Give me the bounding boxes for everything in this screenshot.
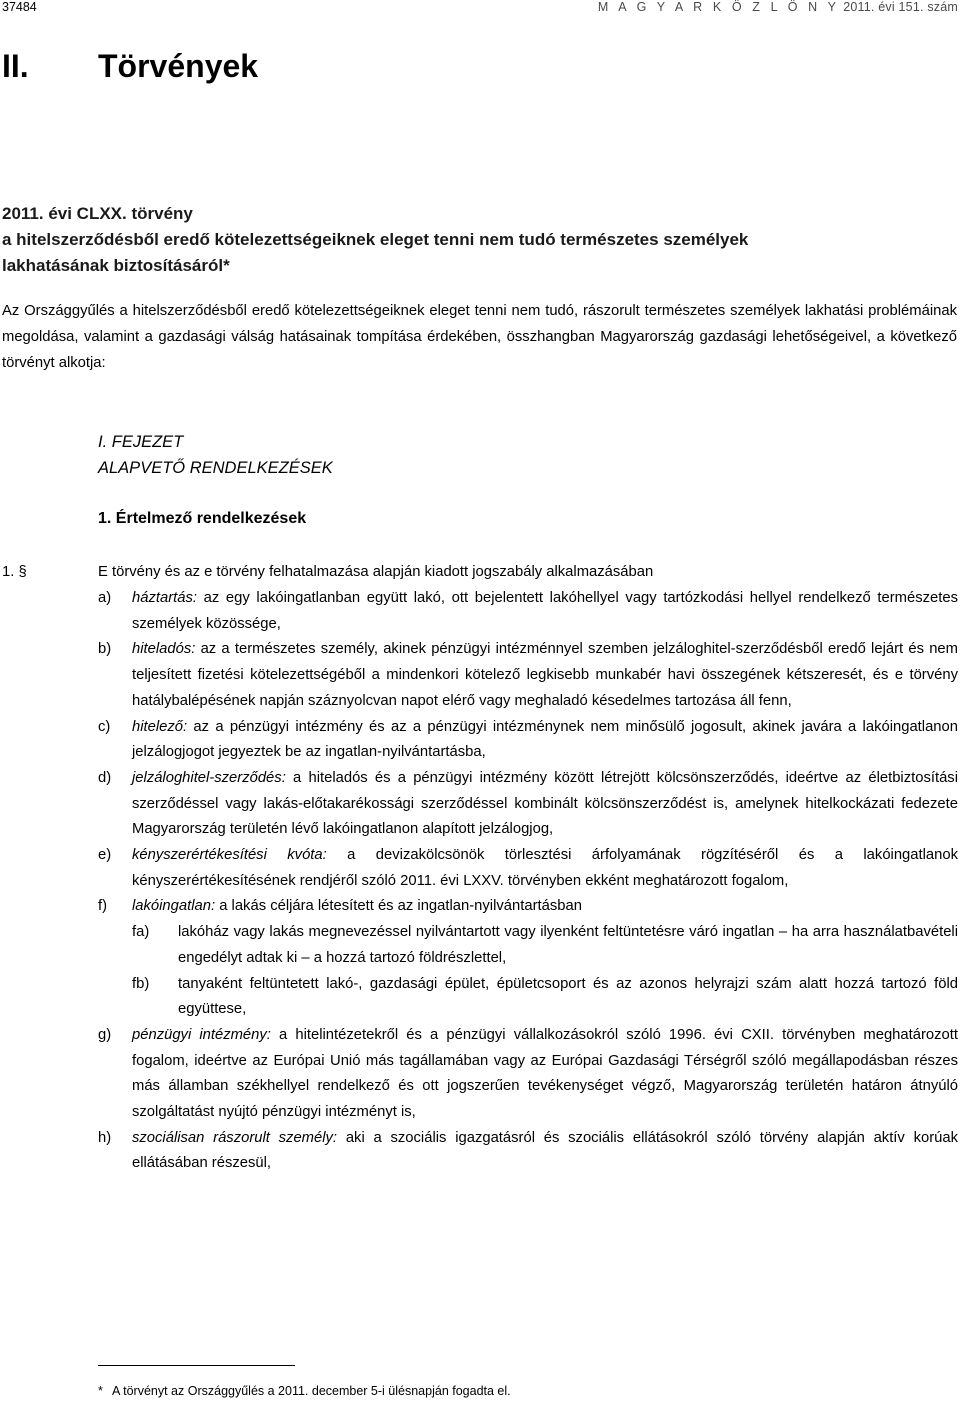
definition-label: a) [98,590,112,606]
definition-text: aki a szociális igazgatásról és szociális ellátásokról szóló törvény alapján aktív korúak ellátásában részesül, [132,1129,959,1172]
definition-text: az a természetes személy, akinek pénzügyi intézménnyel szemben jelzáloghitel-szerződésből eredő lejárt és nem teljesített fizetési kötelezettségéből a mindenkori kötelező legkisebb munkabér havi összegének kétszeresét, és e törvény hatálybalépésének napján száznyolcvan napot elérő vagy meghaladó késedelmes tartozása áll fenn, [132,641,958,709]
definition-text: a lakás céljára létesített és az ingatlan-nyilvántartásban [215,898,582,915]
law-title-subject-end: lakhatásának biztosításáról* [2,256,230,275]
definition-label: g) [98,1026,112,1043]
footnote [98,1383,511,1399]
definition-term: háztartás: [132,590,197,606]
law-title [2,201,958,279]
issue-number: 2011. évi 151. szám [843,0,958,14]
journal-header [598,0,958,16]
definition-item [98,843,958,894]
definition-label: f) [98,898,108,915]
definition-label: d) [98,769,112,786]
paragraph-intro: E törvény és az e törvény felhatalmazása alapján kiadott jogszabály alkalmazásában [98,564,654,580]
definition-term: pénzügyi intézmény: [132,1026,271,1043]
subdefinition-item [132,920,958,971]
part-name: Törvények [98,48,259,84]
definition-term: hitelező: [132,718,188,735]
definition-text: a devizakölcsönök törlesztési árfolyamának rögzítéséről és a lakóingatlanok kényszerértékesítésének rendjéről szóló 2011. évi LXXV. törvényben ekként meghatározott fogalom, [132,847,959,889]
subdefinition-text: lakóház vagy lakás megnevezéssel nyilvántartott vagy ilyenként feltüntetésre váró ingatlan – ha arra használatbavételi engedélyt adtak ki – a hozzá tartozó földrészlettel, [178,924,958,966]
definition-term: szociálisan rászorult személy: [132,1129,338,1146]
subdefinition-label: fb) [132,975,150,992]
definition-term: lakóingatlan: [132,898,216,915]
part-title [2,48,258,84]
definition-text: a hiteladós és a pénzügyi intézmény között létrejött kölcsönszerződés, ideértve az életbiztosítási szerződéssel vagy lakás-előtakarékossági szerződéssel kombinált kölcsönszerződést is, amelynek hitelkockázati fedezete Magyarország területén lévő lakóingatlanon alapított jelzálogjog, [132,769,958,838]
paragraph-number: 1. § [2,564,27,580]
chapter-number: I. FEJEZET [98,433,184,451]
definition-item [98,715,958,766]
definition-text: az egy lakóingatlanban együtt lakó, ott bejelentett lakóhellyel vagy tartózkodási hellyel rendelkező természetes személyek közössége, [132,590,958,632]
definition-item [98,1023,958,1126]
subdefinition-label: fa) [132,924,150,941]
definition-label: h) [98,1129,112,1146]
definition-term: kényszerértékesítési kvóta: [132,847,327,864]
footnote-mark: * [98,1384,103,1398]
definition-label: e) [98,847,112,864]
definition-item [98,586,958,637]
definition-label: b) [98,641,112,658]
definition-item [98,894,958,1023]
definition-term: jelzáloghitel-szerződés: [132,769,286,786]
definition-item [98,637,958,714]
law-title-subject: a hitelszerződésből eredő kötelezettségeiknek eleget tenni nem tudó természetes személyek [2,230,749,249]
footnote-text: A törvényt az Országgyűlés a 2011. december 5-i ülésnapján fogadta el. [112,1384,511,1398]
part-number: II. [2,48,29,84]
journal-name: M A G Y A R K Ö Z L Ö N Y [597,0,840,14]
subdefinition-text: tanyaként feltüntetett lakó-, gazdasági épület, épületcsoport és az azonos helyrajzi szám alatt hozzá tartozó föld együttese, [178,975,958,1018]
definition-text: az a pénzügyi intézmény és az a pénzügyi intézménynek nem minősülő jogosult, akinek javára a lakóingatlanon jelzálogjogot jegyeztek be az ingatlan-nyilvántartásba, [132,718,958,761]
footnote-divider [98,1365,295,1366]
definition-label: c) [98,718,111,735]
page-number: 37484 [2,0,37,14]
law-title-number: 2011. évi CLXX. törvény [2,204,193,223]
definitions-list [98,586,958,1177]
definition-item [98,1126,958,1177]
definition-text: a hitelintézetekről és a pénzügyi vállalkozásokról szóló 1996. évi CXII. törvényben meghatározott fogalom, ideértve az Európai Unió más tagállamában vagy az Európai Gazdasági Térségről szóló megállapodásban részes más államban székhellyel rendelkező és ott jogszerűen tevékenységet végző, Magyarország területén határon átnyúló szolgáltatást nyújtó pénzügyi intézményt is, [132,1026,958,1121]
definition-item [98,766,958,843]
definition-term: hiteladós: [132,641,196,658]
chapter-title: ALAPVETŐ RENDELKEZÉSEK [98,459,333,477]
section-heading: 1. Értelmező rendelkezések [98,510,307,527]
preamble: Az Országgyűlés a hitelszerződésből eredő kötelezettségeiknek eleget tenni nem tudó, rászorult természetes személyek lakhatási problémáinak megoldása, valamint a gazdasági válság hatásainak tompítása érdekében, összhangban Magyarország gazdasági lehetőségeivel, a következő törvényt alkotja: [2,303,957,371]
subdefinition-item [132,972,958,1023]
